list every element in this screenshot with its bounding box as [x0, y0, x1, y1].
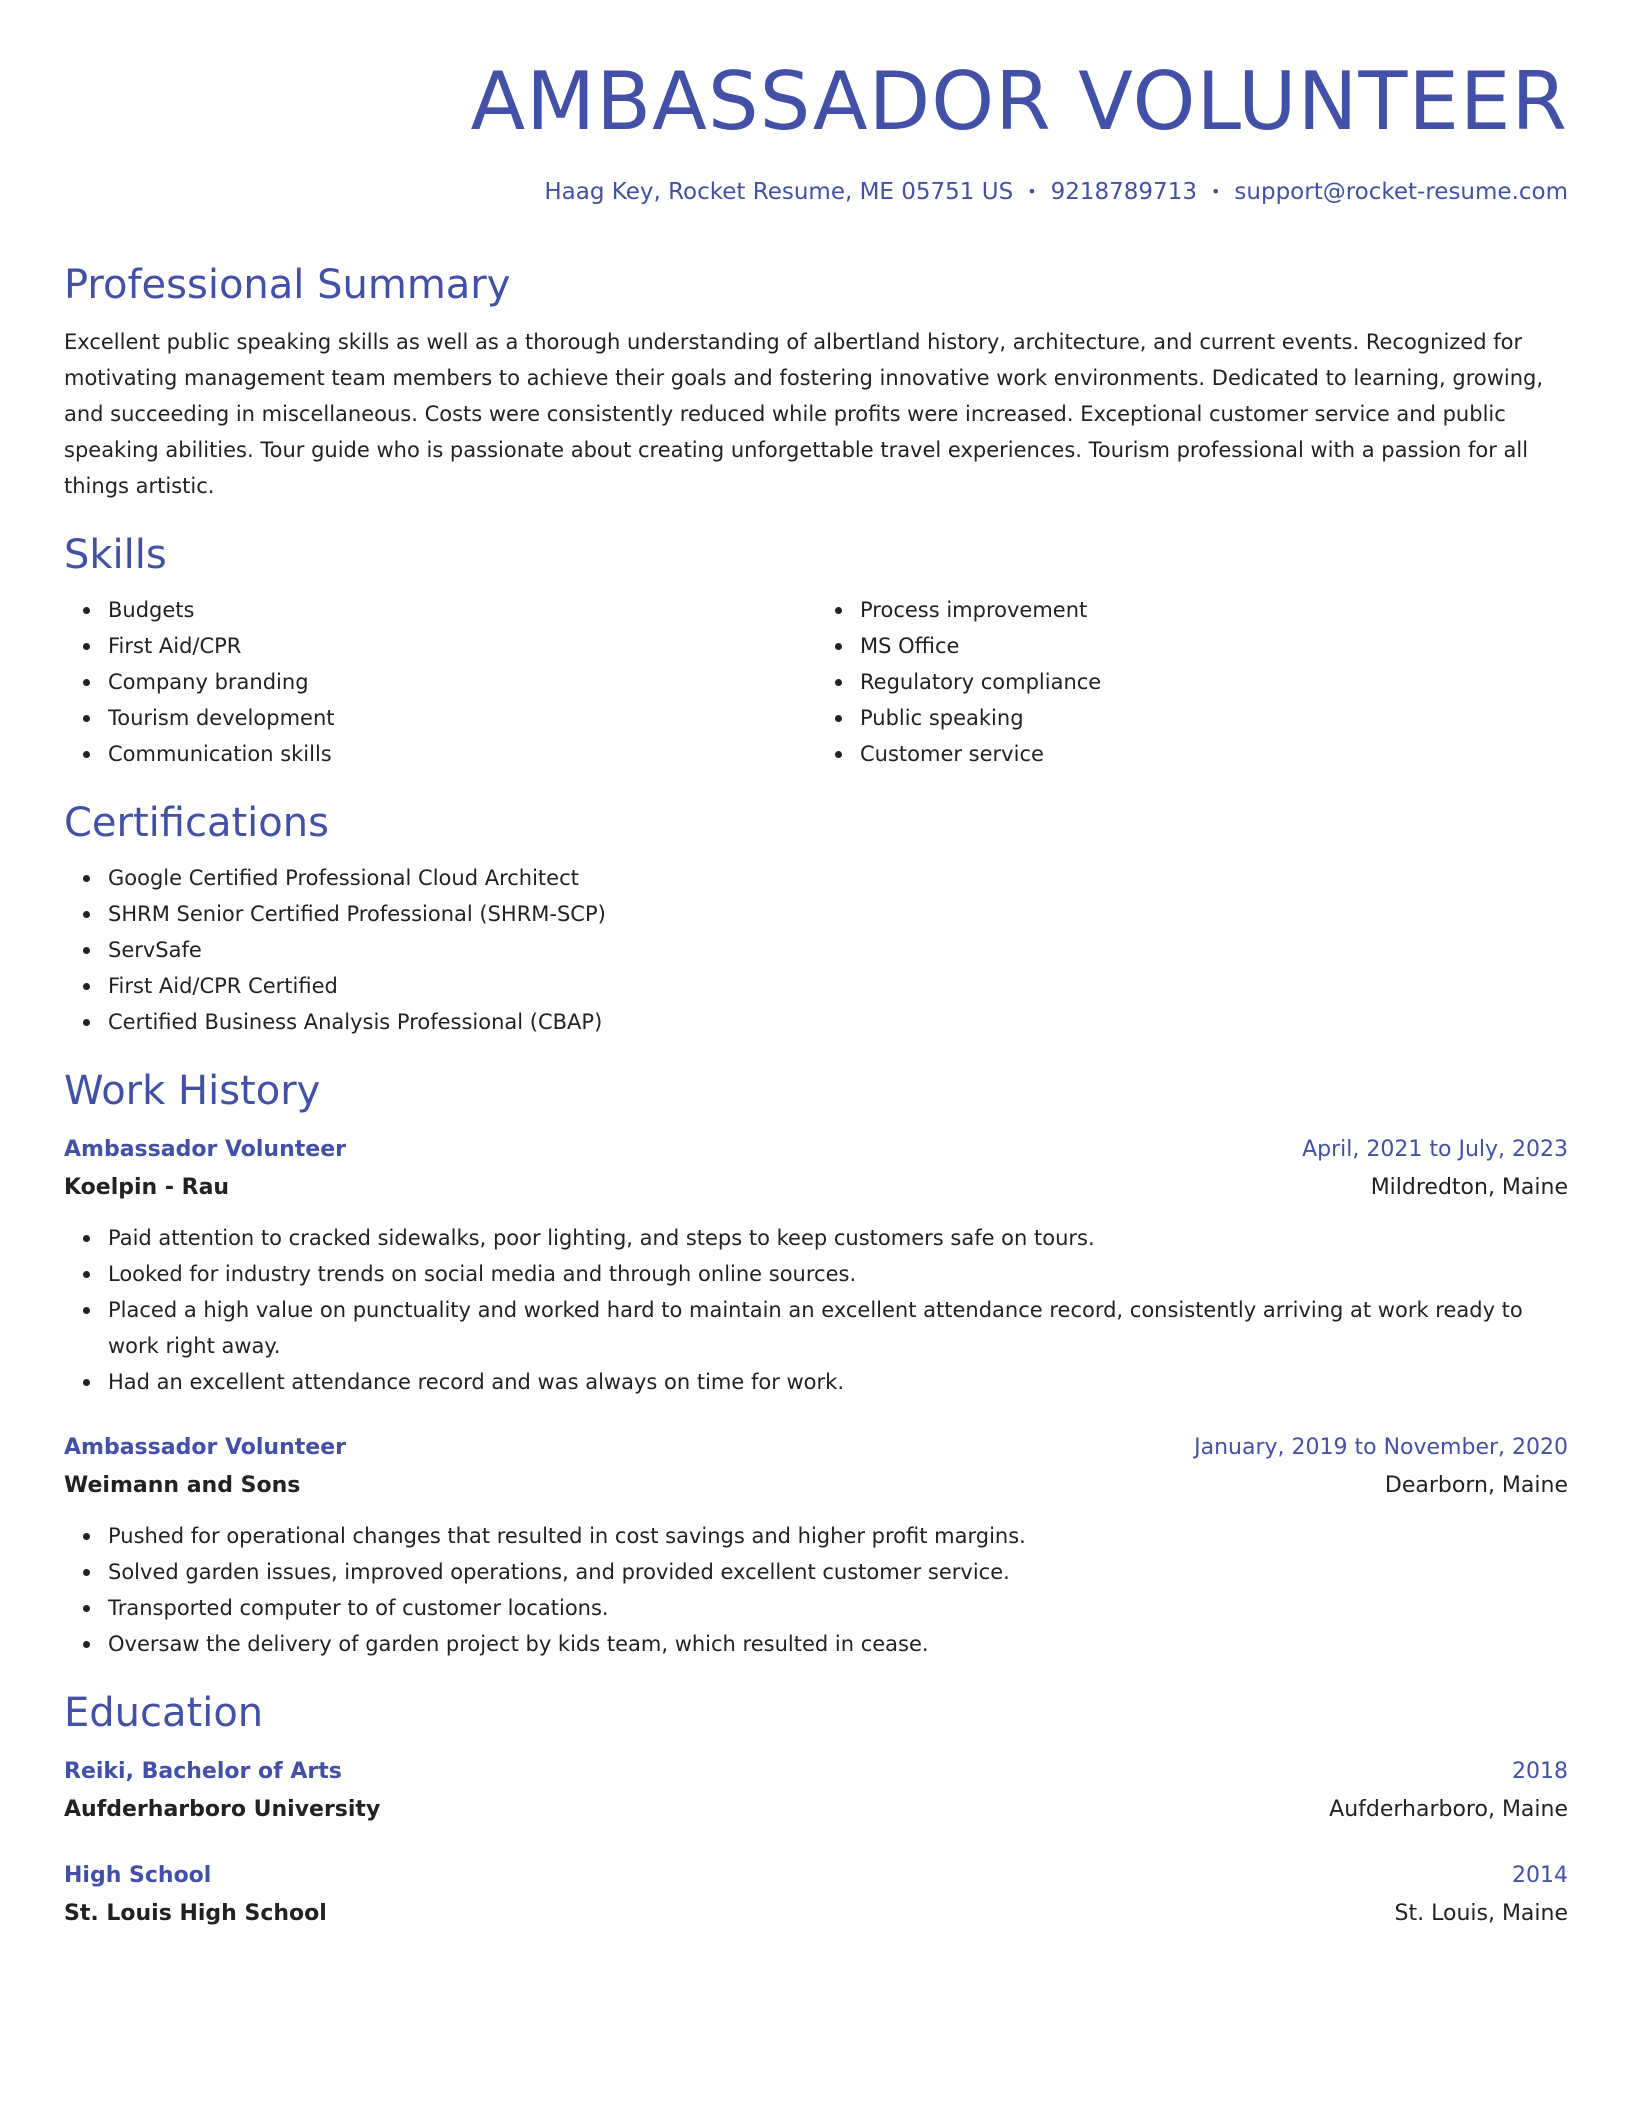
job-org-row	[64, 1168, 1568, 1208]
education-header-row	[64, 1754, 1568, 1790]
certification-item: SHRM Senior Certified Professional (SHRM-SCP)	[108, 896, 1568, 932]
job-entry	[64, 1430, 1568, 1662]
skills-list-left	[64, 592, 816, 772]
section-title: Certifications	[64, 800, 329, 846]
education-school: St. Louis High School	[64, 1901, 327, 1926]
skills-grid	[64, 592, 1568, 772]
job-company: Weimann and Sons	[64, 1473, 301, 1498]
skill-item: Public speaking	[860, 700, 1568, 736]
skill-item: Customer service	[860, 736, 1568, 772]
job-role: Ambassador Volunteer	[64, 1137, 346, 1162]
job-org-row	[64, 1466, 1568, 1506]
education-degree: High School	[64, 1863, 212, 1888]
job-bullets	[64, 1518, 1568, 1662]
education-entry	[64, 1858, 1568, 1934]
education-location: Aufderharboro, Maine	[1329, 1797, 1568, 1822]
job-header-row	[64, 1132, 1568, 1168]
contact-separator: •	[1210, 182, 1221, 201]
skill-item: Process improvement	[860, 592, 1568, 628]
skill-item: Tourism development	[108, 700, 816, 736]
job-bullet: Transported computer to of customer locations.	[108, 1590, 1568, 1626]
certification-item: Certified Business Analysis Professional (CBAP)	[108, 1004, 1568, 1040]
resume-header	[64, 0, 1568, 208]
job-bullet: Oversaw the delivery of garden project by kids team, which resulted in cease.	[108, 1626, 1568, 1662]
skills-list-right	[816, 592, 1568, 772]
education-degree: Reiki, Bachelor of Arts	[64, 1759, 342, 1784]
job-bullet: Solved garden issues, improved operations, and provided excellent customer service.	[108, 1554, 1568, 1590]
education-section	[64, 1688, 1568, 1934]
job-bullet: Paid attention to cracked sidewalks, poor lighting, and steps to keep customers safe on tours.	[108, 1220, 1568, 1256]
contact-line	[64, 176, 1568, 208]
certification-item: First Aid/CPR Certified	[108, 968, 1568, 1004]
skills-section	[64, 530, 1568, 772]
contact-address: Haag Key, Rocket Resume, ME 05751 US	[544, 179, 1014, 205]
job-header-row	[64, 1430, 1568, 1466]
education-school-row	[64, 1790, 1568, 1830]
skill-item: Budgets	[108, 592, 816, 628]
contact-separator: •	[1027, 182, 1037, 201]
education-year: 2018	[1512, 1759, 1568, 1784]
skill-item: MS Office	[860, 628, 1568, 664]
skill-item: First Aid/CPR	[108, 628, 816, 664]
job-bullet: Pushed for operational changes that resulted in cost savings and higher profit margins.	[108, 1518, 1568, 1554]
professional-summary-section	[64, 260, 1568, 504]
section-title: Skills	[64, 532, 167, 578]
skill-item: Regulatory compliance	[860, 664, 1568, 700]
job-entry	[64, 1132, 1568, 1400]
skill-item: Company branding	[108, 664, 816, 700]
section-title: Education	[64, 1690, 264, 1736]
education-year: 2014	[1512, 1863, 1568, 1888]
summary-text: Excellent public speaking skills as well as a thorough understanding of albertland history, architecture, and current events. Recognized for motivating management team members to achieve their goals and fostering innovative work environments. Dedicated to learning, growing, and succeeding in miscellaneous. Costs were consistently reduced while profits were increased. Exceptional customer service and public speaking abilities. Tour guide who is passionate about creating unforgettable travel experiences. Tourism professional with a passion for all things artistic.	[64, 330, 1544, 498]
education-header-row	[64, 1858, 1568, 1894]
job-bullet: Had an excellent attendance record and was always on time for work.	[108, 1364, 1568, 1400]
certification-item: ServSafe	[108, 932, 1568, 968]
certification-item: Google Certified Professional Cloud Architect	[108, 860, 1568, 896]
job-location: Mildredton, Maine	[1370, 1175, 1568, 1200]
work-history-section	[64, 1066, 1568, 1662]
education-school-row	[64, 1894, 1568, 1934]
education-school: Aufderharboro University	[64, 1797, 381, 1822]
job-role: Ambassador Volunteer	[64, 1435, 346, 1460]
certifications-section	[64, 798, 1568, 1040]
contact-phone: 9218789713	[1050, 179, 1197, 205]
job-location: Dearborn, Maine	[1384, 1473, 1568, 1498]
job-company: Koelpin - Rau	[64, 1175, 230, 1200]
education-entry	[64, 1754, 1568, 1830]
contact-email: support@rocket-resume.com	[1234, 179, 1568, 205]
job-bullets	[64, 1220, 1568, 1400]
job-bullet: Placed a high value on punctuality and worked hard to maintain an excellent attendance record, consistently arriving at work ready to work right away.	[108, 1292, 1568, 1364]
job-dates: April, 2021 to July, 2023	[1302, 1137, 1568, 1162]
job-dates: January, 2019 to November, 2020	[1194, 1435, 1568, 1460]
education-location: St. Louis, Maine	[1394, 1901, 1568, 1926]
section-title: Work History	[64, 1068, 321, 1114]
candidate-name: AMBASSADOR VOLUNTEER	[470, 55, 1568, 148]
skill-item: Communication skills	[108, 736, 816, 772]
certifications-list	[64, 860, 1568, 1040]
section-title: Professional Summary	[64, 262, 511, 308]
job-bullet: Looked for industry trends on social media and through online sources.	[108, 1256, 1568, 1292]
